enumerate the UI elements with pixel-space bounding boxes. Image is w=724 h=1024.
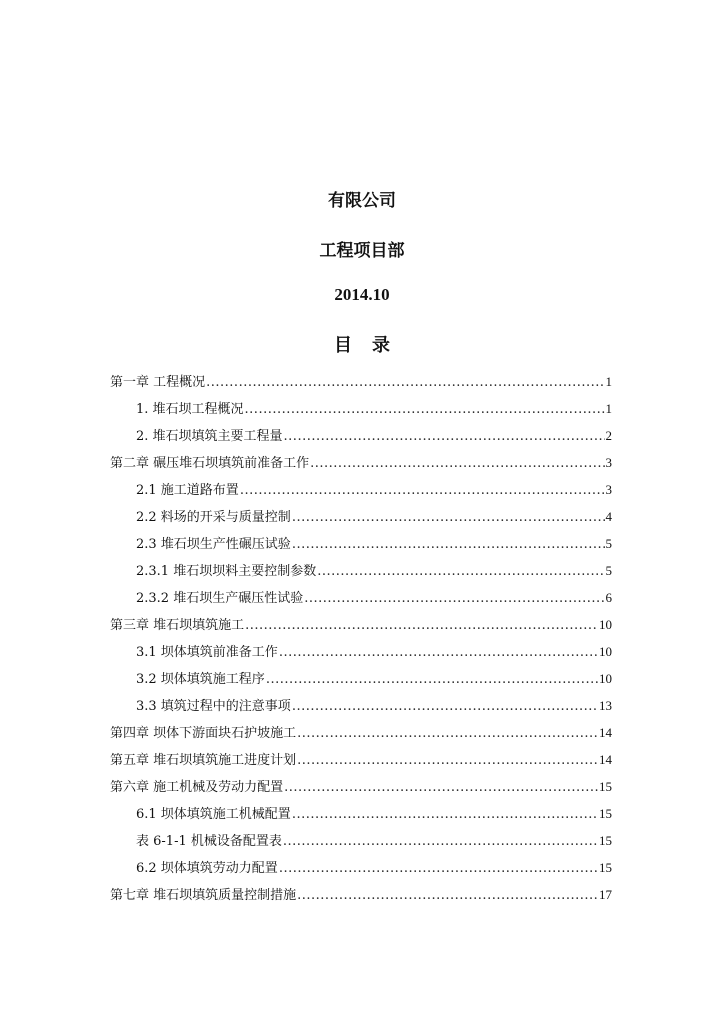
toc-entry[interactable] xyxy=(110,777,612,797)
toc-entry-page: 5 xyxy=(605,563,612,578)
toc-entry-page: 1 xyxy=(605,401,612,416)
toc-leader-dots xyxy=(297,886,598,906)
toc-entry-title: 6.1 坝体填筑施工机械配置 xyxy=(136,807,291,822)
toc-entry-title: 2.3 堆石坝生产性碾压试验 xyxy=(136,537,291,552)
toc-leader-dots xyxy=(279,859,598,879)
toc-leader-dots xyxy=(266,670,598,690)
toc-entry-title: 第四章 坝体下游面块石护坡施工 xyxy=(110,726,297,741)
toc-entry-title: 3.1 坝体填筑前准备工作 xyxy=(136,645,278,660)
toc-heading: 目录 xyxy=(334,335,410,356)
toc-entry[interactable] xyxy=(136,804,612,824)
toc-leader-dots xyxy=(310,454,604,474)
toc-entry-title: 第二章 碾压堆石坝填筑前准备工作 xyxy=(110,456,310,471)
toc-entry-page: 10 xyxy=(599,644,612,659)
toc-entry[interactable] xyxy=(136,696,612,716)
toc-entry-title: 第七章 堆石坝填筑质量控制措施 xyxy=(110,888,297,903)
toc-entry[interactable] xyxy=(110,615,612,635)
toc-entry[interactable] xyxy=(110,750,612,770)
toc-entry[interactable] xyxy=(110,885,612,905)
toc-leader-dots xyxy=(304,589,604,609)
toc-leader-dots xyxy=(284,427,605,447)
toc-entry-page: 13 xyxy=(599,698,612,713)
toc-entry[interactable] xyxy=(110,372,612,392)
toc-entry[interactable] xyxy=(136,399,612,419)
document-date: 2014.10 xyxy=(334,285,390,304)
toc-entry-page: 10 xyxy=(599,671,612,686)
toc-entry[interactable] xyxy=(110,453,612,473)
toc-entry-title: 1. 堆石坝工程概况 xyxy=(136,402,244,417)
toc-entry[interactable] xyxy=(136,642,612,662)
toc-entry-page: 10 xyxy=(599,617,612,632)
toc-entry[interactable] xyxy=(136,858,612,878)
toc-entry-title: 2. 堆石坝填筑主要工程量 xyxy=(136,429,283,444)
toc-entry-page: 3 xyxy=(605,455,612,470)
toc-entry[interactable] xyxy=(136,480,612,500)
toc-entry-title: 6.2 坝体填筑劳动力配置 xyxy=(136,861,278,876)
toc-entry-page: 5 xyxy=(605,536,612,551)
toc-entry-page: 15 xyxy=(599,860,612,875)
department-name: 工程项目部 xyxy=(319,241,405,261)
toc-entry-page: 15 xyxy=(599,779,612,794)
toc-entry-title: 2.3.2 堆石坝生产碾压性试验 xyxy=(136,591,304,606)
toc-leader-dots xyxy=(284,778,598,798)
toc-leader-dots xyxy=(245,400,605,420)
toc-entry[interactable] xyxy=(136,831,612,851)
toc-leader-dots xyxy=(279,643,598,663)
toc-leader-dots xyxy=(245,616,598,636)
toc-entry[interactable] xyxy=(136,426,612,446)
toc-entry-page: 14 xyxy=(599,725,612,740)
toc-leader-dots xyxy=(292,535,605,555)
toc-leader-dots xyxy=(283,832,598,852)
toc-entry-page: 15 xyxy=(599,806,612,821)
toc-entry-page: 3 xyxy=(605,482,612,497)
toc-entry-page: 6 xyxy=(605,590,612,605)
toc-entry[interactable] xyxy=(110,723,612,743)
toc-entry-title: 第六章 施工机械及劳动力配置 xyxy=(110,780,284,795)
toc-leader-dots xyxy=(317,562,604,582)
company-name: 有限公司 xyxy=(328,191,396,211)
toc-entry-title: 3.3 填筑过程中的注意事项 xyxy=(136,699,291,714)
toc-leader-dots xyxy=(292,508,605,528)
toc-entry-title: 第一章 工程概况 xyxy=(110,375,206,390)
toc-entry-title: 表 6-1-1 机械设备配置表 xyxy=(136,834,282,849)
toc-entry-title: 第三章 堆石坝填筑施工 xyxy=(110,618,245,633)
toc-leader-dots xyxy=(240,481,605,501)
toc-entry[interactable] xyxy=(136,561,612,581)
toc-entry[interactable] xyxy=(136,669,612,689)
toc-entry-title: 第五章 堆石坝填筑施工进度计划 xyxy=(110,753,297,768)
toc-entry[interactable] xyxy=(136,588,612,608)
toc-entry-page: 2 xyxy=(605,428,612,443)
toc-entry-page: 15 xyxy=(599,833,612,848)
toc-leader-dots xyxy=(292,805,598,825)
toc-entry-title: 2.3.1 堆石坝坝料主要控制参数 xyxy=(136,564,317,579)
toc-leader-dots xyxy=(206,373,604,393)
toc-leader-dots xyxy=(292,697,598,717)
toc-entry-title: 2.2 料场的开采与质量控制 xyxy=(136,510,291,525)
toc-entry-title: 3.2 坝体填筑施工程序 xyxy=(136,672,265,687)
toc-entry[interactable] xyxy=(136,534,612,554)
toc-entry[interactable] xyxy=(136,507,612,527)
toc-leader-dots xyxy=(297,751,598,771)
toc-entry-page: 1 xyxy=(605,374,612,389)
toc-entry-page: 4 xyxy=(605,509,612,524)
toc-entry-page: 17 xyxy=(599,887,612,902)
toc-entry-page: 14 xyxy=(599,752,612,767)
toc-leader-dots xyxy=(297,724,598,744)
toc-entry-title: 2.1 施工道路布置 xyxy=(136,483,239,498)
